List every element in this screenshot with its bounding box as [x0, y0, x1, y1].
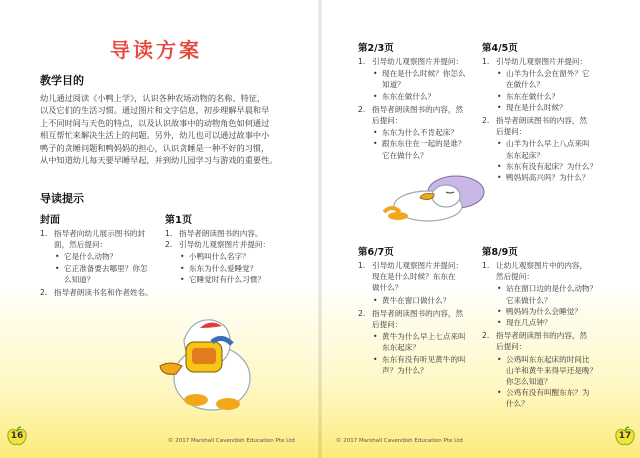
question-text: • 山羊为什么会在窗外？它	[506, 69, 590, 79]
step-text: 然后提问：	[496, 272, 534, 282]
question-item	[372, 354, 482, 376]
step-text: 做什么？	[372, 283, 403, 293]
step-text: 后提问：	[496, 127, 527, 137]
step-text: 指导者朗读图书的内容，然	[372, 308, 464, 318]
step-number: 1.	[482, 57, 490, 66]
question-text: • 它是什么动物？	[64, 252, 118, 262]
question-text: • 它睡觉时有什么习惯？	[189, 274, 265, 284]
step-number: 1.	[40, 229, 48, 238]
question-text: • 黄牛在窗口做什么？	[382, 295, 451, 305]
question-item	[372, 295, 482, 306]
step-item	[40, 287, 168, 298]
question-text: 东东起床？	[382, 343, 420, 353]
step-text: 后提问：	[496, 342, 527, 352]
question-item	[496, 317, 622, 328]
question-item	[54, 263, 168, 285]
objectives-line: 从中知道幼儿每天要早睡早起，并到幼儿园学习与游戏的重要性。	[40, 155, 278, 166]
step-number: 2.	[358, 104, 366, 114]
section-heading-p67: 第6/7页	[358, 247, 394, 258]
objectives-heading: 教学目的	[40, 74, 84, 87]
page-title: 导读方案	[110, 38, 202, 62]
question-text: 东东起床？	[506, 150, 544, 160]
question-item	[496, 138, 622, 160]
question-item	[179, 251, 315, 262]
section-heading-p23: 第2/3页	[358, 43, 394, 54]
question-item	[372, 91, 482, 102]
question-list	[372, 127, 482, 161]
step-text: 指导者朗读图书的内容，然	[496, 331, 588, 341]
question-list	[372, 68, 482, 102]
question-text: • 黄牛为什么早上七点来叫	[382, 332, 466, 342]
section-steps-p23	[358, 56, 482, 163]
step-item	[40, 228, 168, 285]
cover-heading: 封面	[40, 215, 60, 226]
question-text: • 东东为什么爱睡觉？	[189, 263, 258, 273]
step-text: 引导幼儿观察图片并提问：	[496, 57, 588, 66]
question-text: • 小鸭叫什么名字？	[189, 252, 250, 262]
step-text: 引导幼儿观察图片并提问：	[372, 261, 464, 270]
step-item	[358, 308, 482, 376]
step-text: 指导者朗读图书的内容，然	[372, 104, 464, 114]
question-item	[496, 387, 622, 409]
step-number: 1.	[165, 229, 173, 238]
section-steps-p45	[482, 56, 622, 185]
question-text: 山羊和黄牛来得早还是晚？	[506, 365, 598, 375]
question-text: 它在做什么？	[382, 150, 428, 160]
question-text: • 现在是什么时候？	[506, 102, 567, 112]
question-text: • 公鸡叫东东起床的时间比	[506, 354, 590, 364]
step-item	[165, 239, 315, 285]
question-list	[496, 68, 622, 113]
step-item	[482, 56, 622, 113]
page-number-right: 17	[618, 431, 632, 441]
question-text: 你怎么知道？	[506, 377, 552, 387]
question-list	[54, 251, 168, 285]
step-item	[482, 115, 622, 183]
page-number-left: 16	[10, 431, 24, 441]
question-list	[496, 283, 622, 328]
step-item	[358, 104, 482, 161]
question-text: • 站在窗口边的是什么动物？	[506, 284, 598, 294]
step-text: 引导幼儿观察图片并提问：	[179, 240, 271, 250]
question-item	[496, 354, 622, 388]
question-text: • 山羊为什么早上八点来叫	[506, 139, 590, 149]
question-text: • 它正准备要去哪里？你怎	[64, 263, 148, 273]
step-number: 2.	[482, 116, 490, 126]
footer-copyright-right: © 2017 Marshall Cavendish Education Pte Ltd	[336, 438, 463, 444]
question-text: • 现在几点钟？	[506, 318, 552, 328]
question-text: • 现在是什么时候？你怎么	[382, 69, 466, 79]
step-text: 指导者向幼儿展示图书的封	[54, 229, 146, 238]
duck-with-backpack-illustration	[152, 300, 262, 416]
left-page	[0, 0, 318, 458]
question-item	[496, 161, 622, 172]
question-text: 在做什么？	[506, 80, 544, 90]
question-text: • 东东有没有起床？为什么？	[506, 161, 598, 171]
section-steps-p89	[482, 260, 622, 412]
question-list	[372, 331, 482, 376]
step-text: 引导幼儿观察图片并提问：	[372, 57, 464, 66]
step-text: 现在是什么时候？东东在	[372, 272, 456, 282]
question-item	[496, 91, 622, 102]
question-text: 知道？	[382, 80, 405, 90]
step-item	[165, 228, 315, 239]
step-item	[358, 260, 482, 306]
question-text: 它来做什么？	[506, 295, 552, 305]
question-item	[179, 263, 315, 274]
question-text: • 东东在做什么？	[506, 91, 560, 101]
question-list	[496, 354, 622, 410]
question-text: 么知道？	[64, 274, 95, 284]
step-item	[358, 56, 482, 102]
question-item	[54, 251, 168, 262]
question-item	[496, 172, 622, 183]
question-list	[496, 138, 622, 183]
question-item	[496, 102, 622, 113]
question-text: • 鸭妈妈高兴吗？为什么？	[506, 173, 590, 183]
question-list	[372, 295, 482, 306]
question-list	[179, 251, 315, 285]
section-heading-p45: 第4/5页	[482, 43, 518, 54]
section-heading-p89: 第8/9页	[482, 247, 518, 258]
question-text: • 东东为什么不肯起床？	[382, 128, 458, 138]
question-item	[372, 68, 482, 90]
step-number: 2.	[358, 308, 366, 318]
objectives-line: 上不同时间与天色的特点，以及认识故事中的动物角色如何通过	[40, 117, 270, 128]
question-text: • 东东在做什么？	[382, 91, 436, 101]
objectives-line: 以及它们的生活习惯。通过图片和文字信息，初步理解早晨和早	[40, 105, 270, 116]
right-page	[322, 0, 640, 458]
step-text: 指导者朗读书名和作者姓名。	[54, 288, 153, 298]
page1-heading: 第1页	[165, 215, 192, 226]
step-text: 指导者朗读图书的内容，然	[496, 116, 588, 126]
step-item	[482, 330, 622, 409]
question-text: 声？为什么？	[382, 365, 428, 375]
cover-steps	[40, 228, 168, 298]
step-number: 1.	[358, 261, 366, 270]
step-text: 后提问：	[372, 320, 403, 330]
step-number: 2.	[165, 240, 173, 250]
page1-steps	[165, 228, 315, 287]
question-item	[372, 331, 482, 353]
objectives-line: 幼儿通过阅读《小鸭上学》，认识各种农场动物的名称、特征，	[40, 93, 266, 103]
question-text: • 鸭妈妈为什么会睡觉？	[506, 306, 582, 316]
objectives-paragraph	[40, 92, 316, 166]
step-number: 2.	[482, 331, 490, 341]
step-text: 让幼儿观察图片中的内容，	[496, 261, 588, 270]
question-item	[496, 68, 622, 90]
step-item	[482, 260, 622, 328]
step-number: 1.	[482, 261, 490, 270]
question-text: • 东东有没有听见黄牛的叫	[382, 354, 466, 364]
step-number: 1.	[358, 57, 366, 66]
objectives-line: 鸭子的贪睡问题和鸭妈妈的担心，认识贪睡是一种不好的习惯，	[40, 142, 270, 153]
section-steps-p67	[358, 260, 482, 378]
question-item	[372, 138, 482, 160]
step-text: 后提问：	[372, 116, 403, 126]
footer-copyright-left: © 2017 Marshall Cavendish Education Pte Ltd	[168, 438, 295, 444]
question-text: 什么？	[506, 399, 529, 409]
question-text: • 公鸡有没有叫醒东东？为	[506, 388, 590, 398]
question-text: • 跟东东住在一起的是谁？	[382, 139, 466, 149]
sleeping-duck-illustration	[376, 168, 486, 226]
objectives-line: 相互帮忙来解决生活上的问题。另外，幼儿也可以通过故事中小	[40, 130, 270, 141]
question-item	[496, 306, 622, 317]
step-text: 面，然后提问：	[54, 240, 108, 250]
step-text: 指导者朗读图书的内容。	[179, 229, 263, 238]
question-item	[179, 274, 315, 285]
question-item	[372, 127, 482, 138]
step-number: 2.	[40, 288, 48, 298]
question-item	[496, 283, 622, 305]
guide-heading: 导读提示	[40, 192, 84, 205]
